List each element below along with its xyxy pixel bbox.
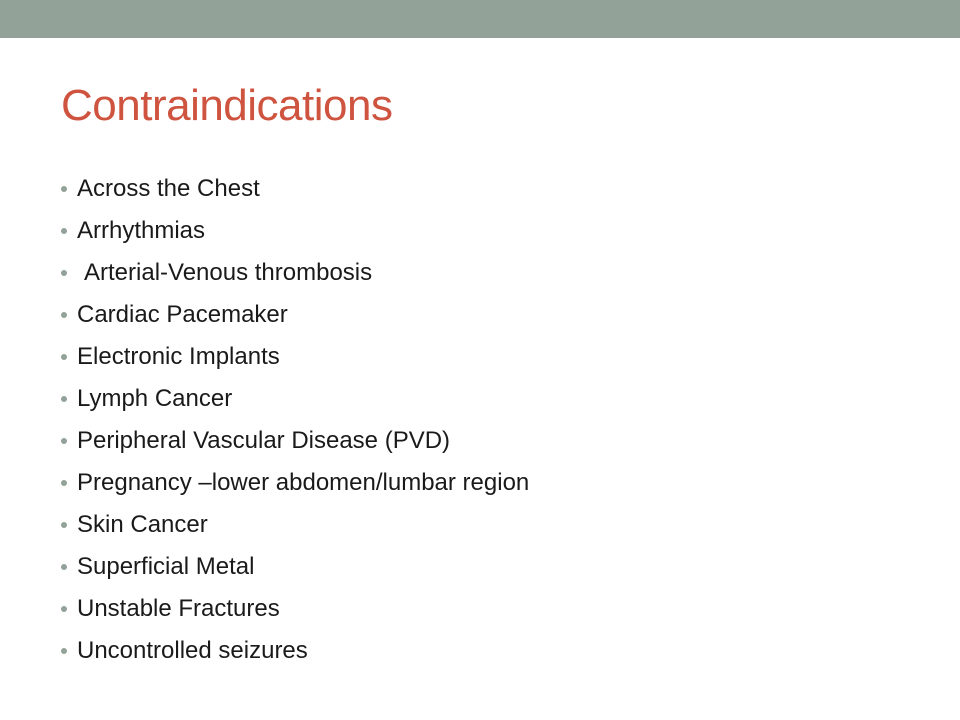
bullet-dot-icon bbox=[61, 438, 67, 444]
bullet-dot-icon bbox=[61, 228, 67, 234]
bullet-item bbox=[61, 336, 529, 378]
bullet-dot-icon bbox=[61, 354, 67, 360]
bullet-dot-icon bbox=[61, 648, 67, 654]
bullet-text: Across the Chest bbox=[77, 175, 260, 202]
bullet-item bbox=[61, 294, 529, 336]
bullet-item bbox=[61, 462, 529, 504]
bullet-text: Superficial Metal bbox=[77, 553, 255, 580]
bullet-text: Arterial-Venous thrombosis bbox=[84, 259, 373, 286]
bullet-dot-icon bbox=[61, 396, 67, 402]
slide-title: Contraindications bbox=[61, 81, 393, 130]
bullet-text: Skin Cancer bbox=[77, 511, 208, 538]
bullet-list bbox=[61, 168, 529, 672]
bullet-dot-icon bbox=[61, 564, 67, 570]
bullet-dot-icon bbox=[61, 312, 67, 318]
bullet-item bbox=[61, 504, 529, 546]
bullet-text: Cardiac Pacemaker bbox=[77, 301, 288, 328]
bullet-dot-icon bbox=[61, 186, 67, 192]
bullet-text: Arrhythmias bbox=[77, 217, 206, 244]
bullet-item bbox=[61, 588, 529, 630]
bullet-dot-icon bbox=[61, 522, 67, 528]
bullet-text: Pregnancy –lower abdomen/lumbar region bbox=[77, 469, 530, 496]
bullet-item bbox=[61, 630, 529, 672]
bullet-text: Electronic Implants bbox=[77, 343, 280, 370]
bullet-item bbox=[61, 252, 529, 294]
bullet-item bbox=[61, 420, 529, 462]
bullet-text: Peripheral Vascular Disease (PVD) bbox=[77, 427, 451, 454]
bullet-dot-icon bbox=[61, 480, 67, 486]
bullet-item bbox=[61, 546, 529, 588]
bullet-item bbox=[61, 168, 529, 210]
top-accent-band bbox=[0, 0, 960, 38]
bullet-dot-icon bbox=[61, 606, 67, 612]
bullet-text: Uncontrolled seizures bbox=[77, 637, 308, 664]
bullet-item bbox=[61, 378, 529, 420]
bullet-text: Unstable Fractures bbox=[77, 595, 280, 622]
bullet-dot-icon bbox=[61, 270, 67, 276]
bullet-item bbox=[61, 210, 529, 252]
bullet-text: Lymph Cancer bbox=[77, 385, 233, 412]
